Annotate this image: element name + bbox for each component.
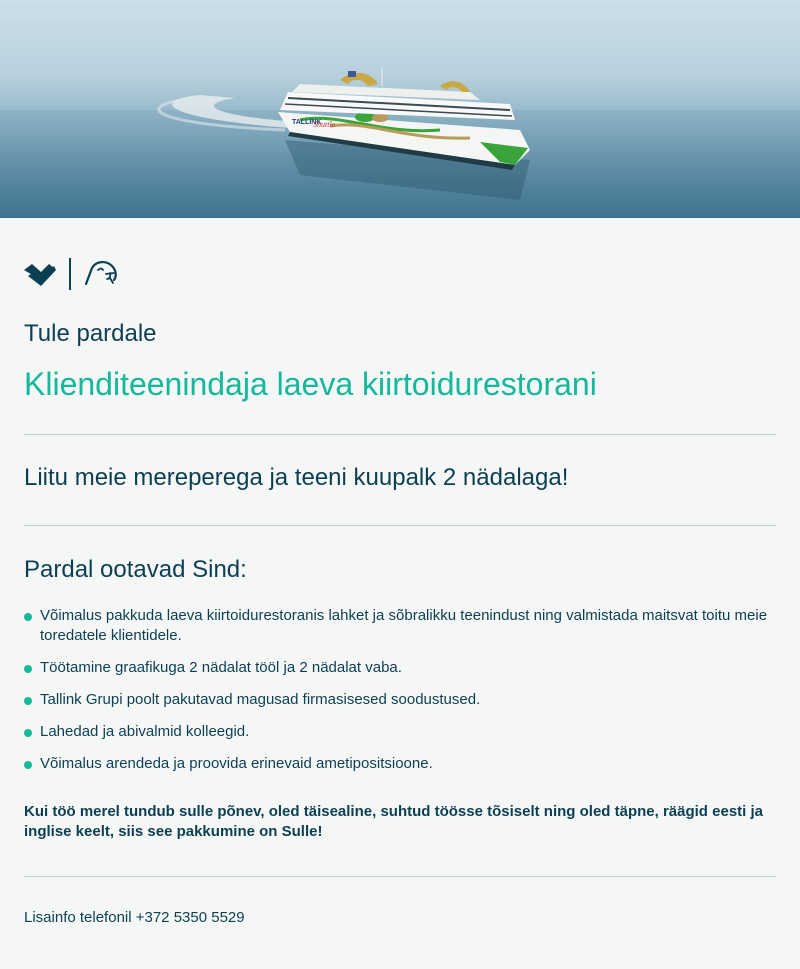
logo-divider — [69, 258, 71, 290]
list-item-text: Võimalus pakkuda laeva kiirtoidurestoranis lahket ja sõbralikku teenindust ning valmistada maitsvat toitu meie toredatele klientidele. — [40, 607, 768, 644]
requirements-callout: Kui töö merel tundub sulle põnev, oled täisealine, suhtud töösse tõsiselt ning oled täpne, räägid eesti ja inglise keelt, siis see pakkumine on Sulle! — [24, 803, 764, 840]
divider — [24, 434, 776, 435]
list-item — [24, 722, 776, 742]
bullet-dot-icon — [24, 729, 32, 737]
ferry-illustration — [0, 0, 800, 218]
benefits-heading: Pardal ootavad Sind: — [24, 556, 247, 583]
list-item-text: Tallink Grupi poolt pakutavad magusad firmasisesed soodustused. — [40, 691, 481, 708]
intro-subtitle: Liitu meie mereperega ja teeni kuupalk 2 nädalaga! — [24, 464, 569, 491]
list-item-text: Lahedad ja abivalmid kolleegid. — [40, 723, 250, 740]
svg-text:TALLINK: TALLINK — [292, 119, 322, 126]
divider — [24, 525, 776, 526]
list-item-text: Võimalus arendeda ja proovida erinevaid ametipositsioone. — [40, 755, 433, 772]
list-item — [24, 658, 776, 678]
seal-logo-icon — [84, 258, 120, 288]
svg-text:Shuttle: Shuttle — [313, 120, 336, 129]
bullet-dot-icon — [24, 665, 32, 673]
bullet-dot-icon — [24, 613, 32, 621]
list-item — [24, 690, 776, 710]
tallink-chevron-icon — [24, 260, 58, 292]
brand-logos — [24, 256, 124, 292]
benefits-list — [24, 606, 776, 786]
bullet-dot-icon — [24, 697, 32, 705]
list-item — [24, 606, 776, 646]
bullet-dot-icon — [24, 761, 32, 769]
list-item-text: Töötamine graafikuga 2 nädalat tööl ja 2 nädalat vaba. — [40, 659, 402, 676]
eyebrow-text: Tule pardale — [24, 320, 157, 347]
contact-info: Lisainfo telefonil +372 5350 5529 — [24, 909, 245, 926]
list-item — [24, 754, 776, 774]
hero-image — [0, 0, 800, 218]
divider — [24, 876, 776, 877]
page-title: Klienditeenindaja laeva kiirtoidurestorani — [24, 366, 597, 402]
